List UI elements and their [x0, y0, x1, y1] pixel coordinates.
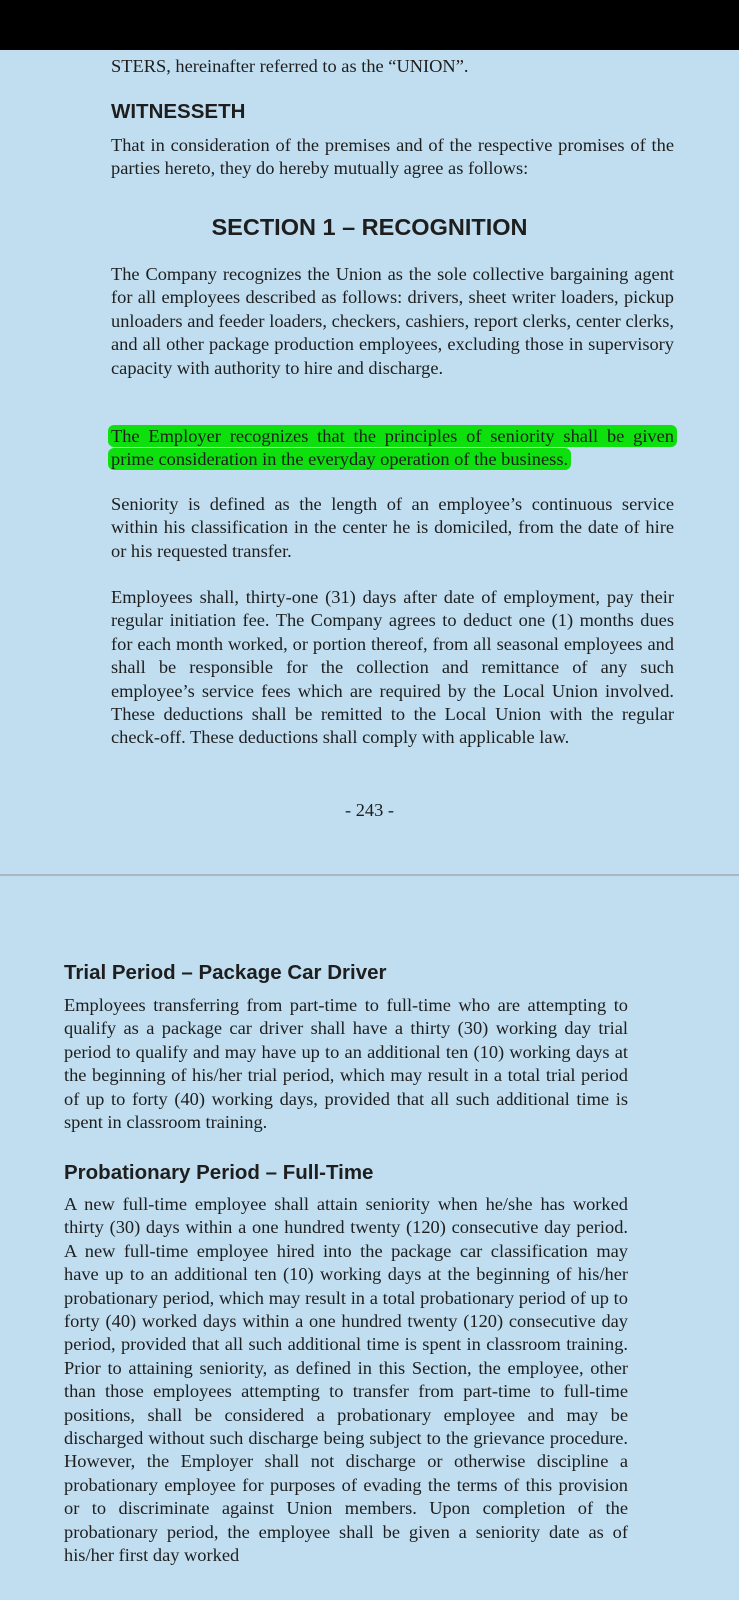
initiation-fee-paragraph: Employees shall, thirty-one (31) days after date of employment, pay their regular initiation fee. The Company agrees to deduct one (1) months dues for each month worked, or portion thereof, from all seasonal employees and shall be responsible for the collection and remittance of any such employee’s service fees which are required by the Local Union involved. These deductions shall be remitted to the Local Union with the regular check-off. These deductions shall comply with applicable law. — [111, 587, 674, 748]
status-bar — [0, 0, 739, 50]
witnesseth-text-block — [111, 134, 674, 181]
trial-period-paragraph: Employees transferring from part-time to full-time who are attempting to qualify as a package car driver shall have a thirty (30) working day trial period to qualify and may have up to an additional ten (10) working days at the beginning of his/her trial period, which may result in a total trial period of up to forty (40) working days, provided that all such additional time is spent in classroom training. — [64, 995, 628, 1133]
seniority-principle-block — [111, 425, 674, 472]
trial-period-heading: Trial Period – Package Car Driver — [64, 961, 387, 984]
probation-text-block — [64, 1193, 628, 1568]
seniority-definition-block — [111, 493, 674, 563]
trial-period-heading-block — [64, 960, 628, 986]
recognition-block — [111, 263, 674, 380]
probation-heading-block — [64, 1160, 628, 1186]
seniority-definition-paragraph: Seniority is defined as the length of an employee’s continuous service within his classification in the center he is domiciled, from the date of hire or his requested transfer. — [111, 494, 674, 561]
witnesseth-block — [111, 99, 674, 125]
initiation-fee-block — [111, 586, 674, 750]
intro-continuation-block — [111, 55, 674, 78]
document-page-next — [0, 876, 739, 1600]
page-number: - 243 - — [344, 800, 395, 820]
section-heading: SECTION 1 – RECOGNITION — [211, 214, 528, 240]
seniority-principle-paragraph — [111, 425, 674, 472]
probation-heading: Probationary Period – Full-Time — [64, 1161, 374, 1184]
probation-paragraph: A new full-time employee shall attain seniority when he/she has worked thirty (30) days within a one hundred twenty (120) consecutive day period. A new full-time employee hired into the package car classification may have up to an additional ten (10) working days at the beginning of his/her probationary period, which may result in a total probationary period of up to forty (40) worked days within a one hundred twenty (120) consecutive day period, provided that all such additional time is spent in classroom training. Prior to attaining seniority, as defined in this Section, the employee, other than those employees attempting to transfer from part-time to full-time positions, shall be considered a probationary employee and may be discharged without such discharge being subject to the grievance procedure. However, the Employer shall not discharge or otherwise discipline a probationary employee for purposes of evading the terms of this provision or to discriminate against Union members. Upon completion of the probationary period, the employee shall be given a seniority date as of his/her first day worked — [64, 1194, 628, 1566]
intro-continuation: STERS, hereinafter referred to as the “UNION”. — [111, 56, 469, 76]
trial-period-text-block — [64, 994, 628, 1134]
witnesseth-heading: WITNESSETH — [111, 100, 246, 123]
highlighted-text[interactable]: The Employer recognizes that the principles of seniority shall be given prime consideration in the everyday operation of the business. — [108, 425, 677, 470]
witnesseth-text: That in consideration of the premises and of the respective promises of the parties hereto, they do hereby mutually agree as follows: — [111, 135, 674, 179]
recognition-paragraph: The Company recognizes the Union as the sole collective bargaining agent for all employees described as follows: drivers, sheet writer loaders, pickup unloaders and feeder loaders, checkers, cashiers, report clerks, center clerks, and all other package production employees, excluding those in supervisory capacity with authority to hire and discharge. — [111, 264, 674, 378]
